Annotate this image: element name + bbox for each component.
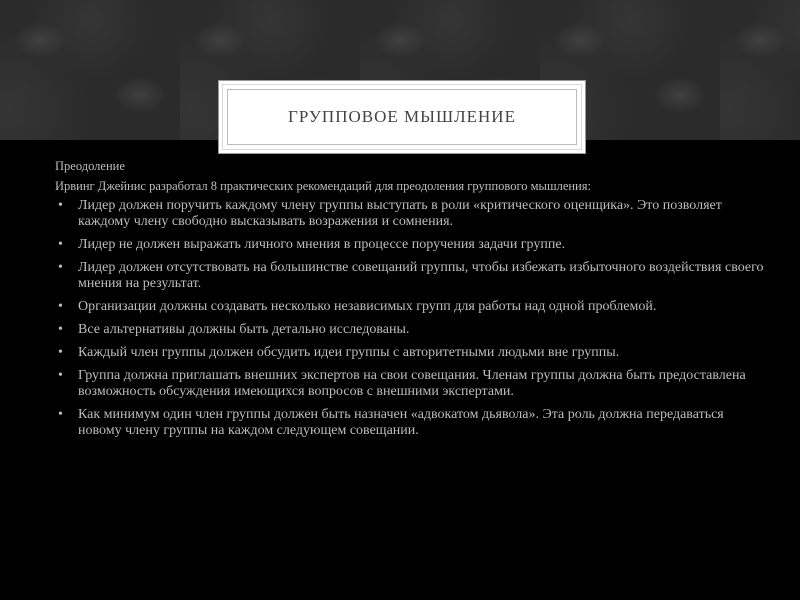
bullet-item <box>55 260 765 292</box>
slide-title: ГРУППОВОЕ МЫШЛЕНИЕ <box>288 107 516 126</box>
bullet-icon: • <box>58 260 63 275</box>
bullet-item <box>55 299 765 315</box>
bullet-icon: • <box>58 299 63 314</box>
bullet-icon: • <box>58 407 63 422</box>
bullet-text: Все альтернативы должны быть детально исследованы. <box>78 322 410 337</box>
bullet-item <box>55 407 765 439</box>
bullet-item <box>55 198 765 230</box>
bullet-text: Лидер должен отсутствовать на большинстве совещаний группы, чтобы избежать избыточного воздействия своего мнения на результат. <box>78 260 764 291</box>
bullet-icon: • <box>58 345 63 360</box>
bullet-item <box>55 345 765 361</box>
bullet-item <box>55 237 765 253</box>
bullet-item <box>55 322 765 338</box>
bullet-text: Как минимум один член группы должен быть назначен «адвокатом дьявола». Эта роль должна передаваться новому члену группы на каждом следующем совещании. <box>78 407 724 438</box>
title-box <box>222 84 582 150</box>
bullet-item <box>55 368 765 400</box>
bullet-icon: • <box>58 198 63 213</box>
bullet-icon: • <box>58 322 63 337</box>
intro-text: Ирвинг Джейнис разработал 8 практических рекомендаций для преодоления группового мышления: <box>55 179 591 193</box>
bullet-text: Группа должна приглашать внешних экспертов на свои совещания. Членам группы должна быть предоставлена возможность обсуждения имеющихся вопросов с внешними экспертами. <box>78 368 746 399</box>
bullet-icon: • <box>58 368 63 383</box>
subheading: Преодоление <box>55 159 125 173</box>
bullet-text: Организации должны создавать несколько независимых групп для работы над одной проблемой. <box>78 299 657 314</box>
slide-content <box>55 158 765 446</box>
bullet-text: Каждый член группы должен обсудить идеи группы с авторитетными людьми вне группы. <box>78 345 620 360</box>
bullet-text: Лидер не должен выражать личного мнения в процессе поручения задачи группе. <box>78 237 566 252</box>
bullet-text: Лидер должен поручить каждому члену группы выступать в роли «критического оценщика». Это позволяет каждому члену свободно высказывать возражения и сомнения. <box>78 198 722 229</box>
bullet-icon: • <box>58 237 63 252</box>
bullet-list <box>55 198 765 439</box>
